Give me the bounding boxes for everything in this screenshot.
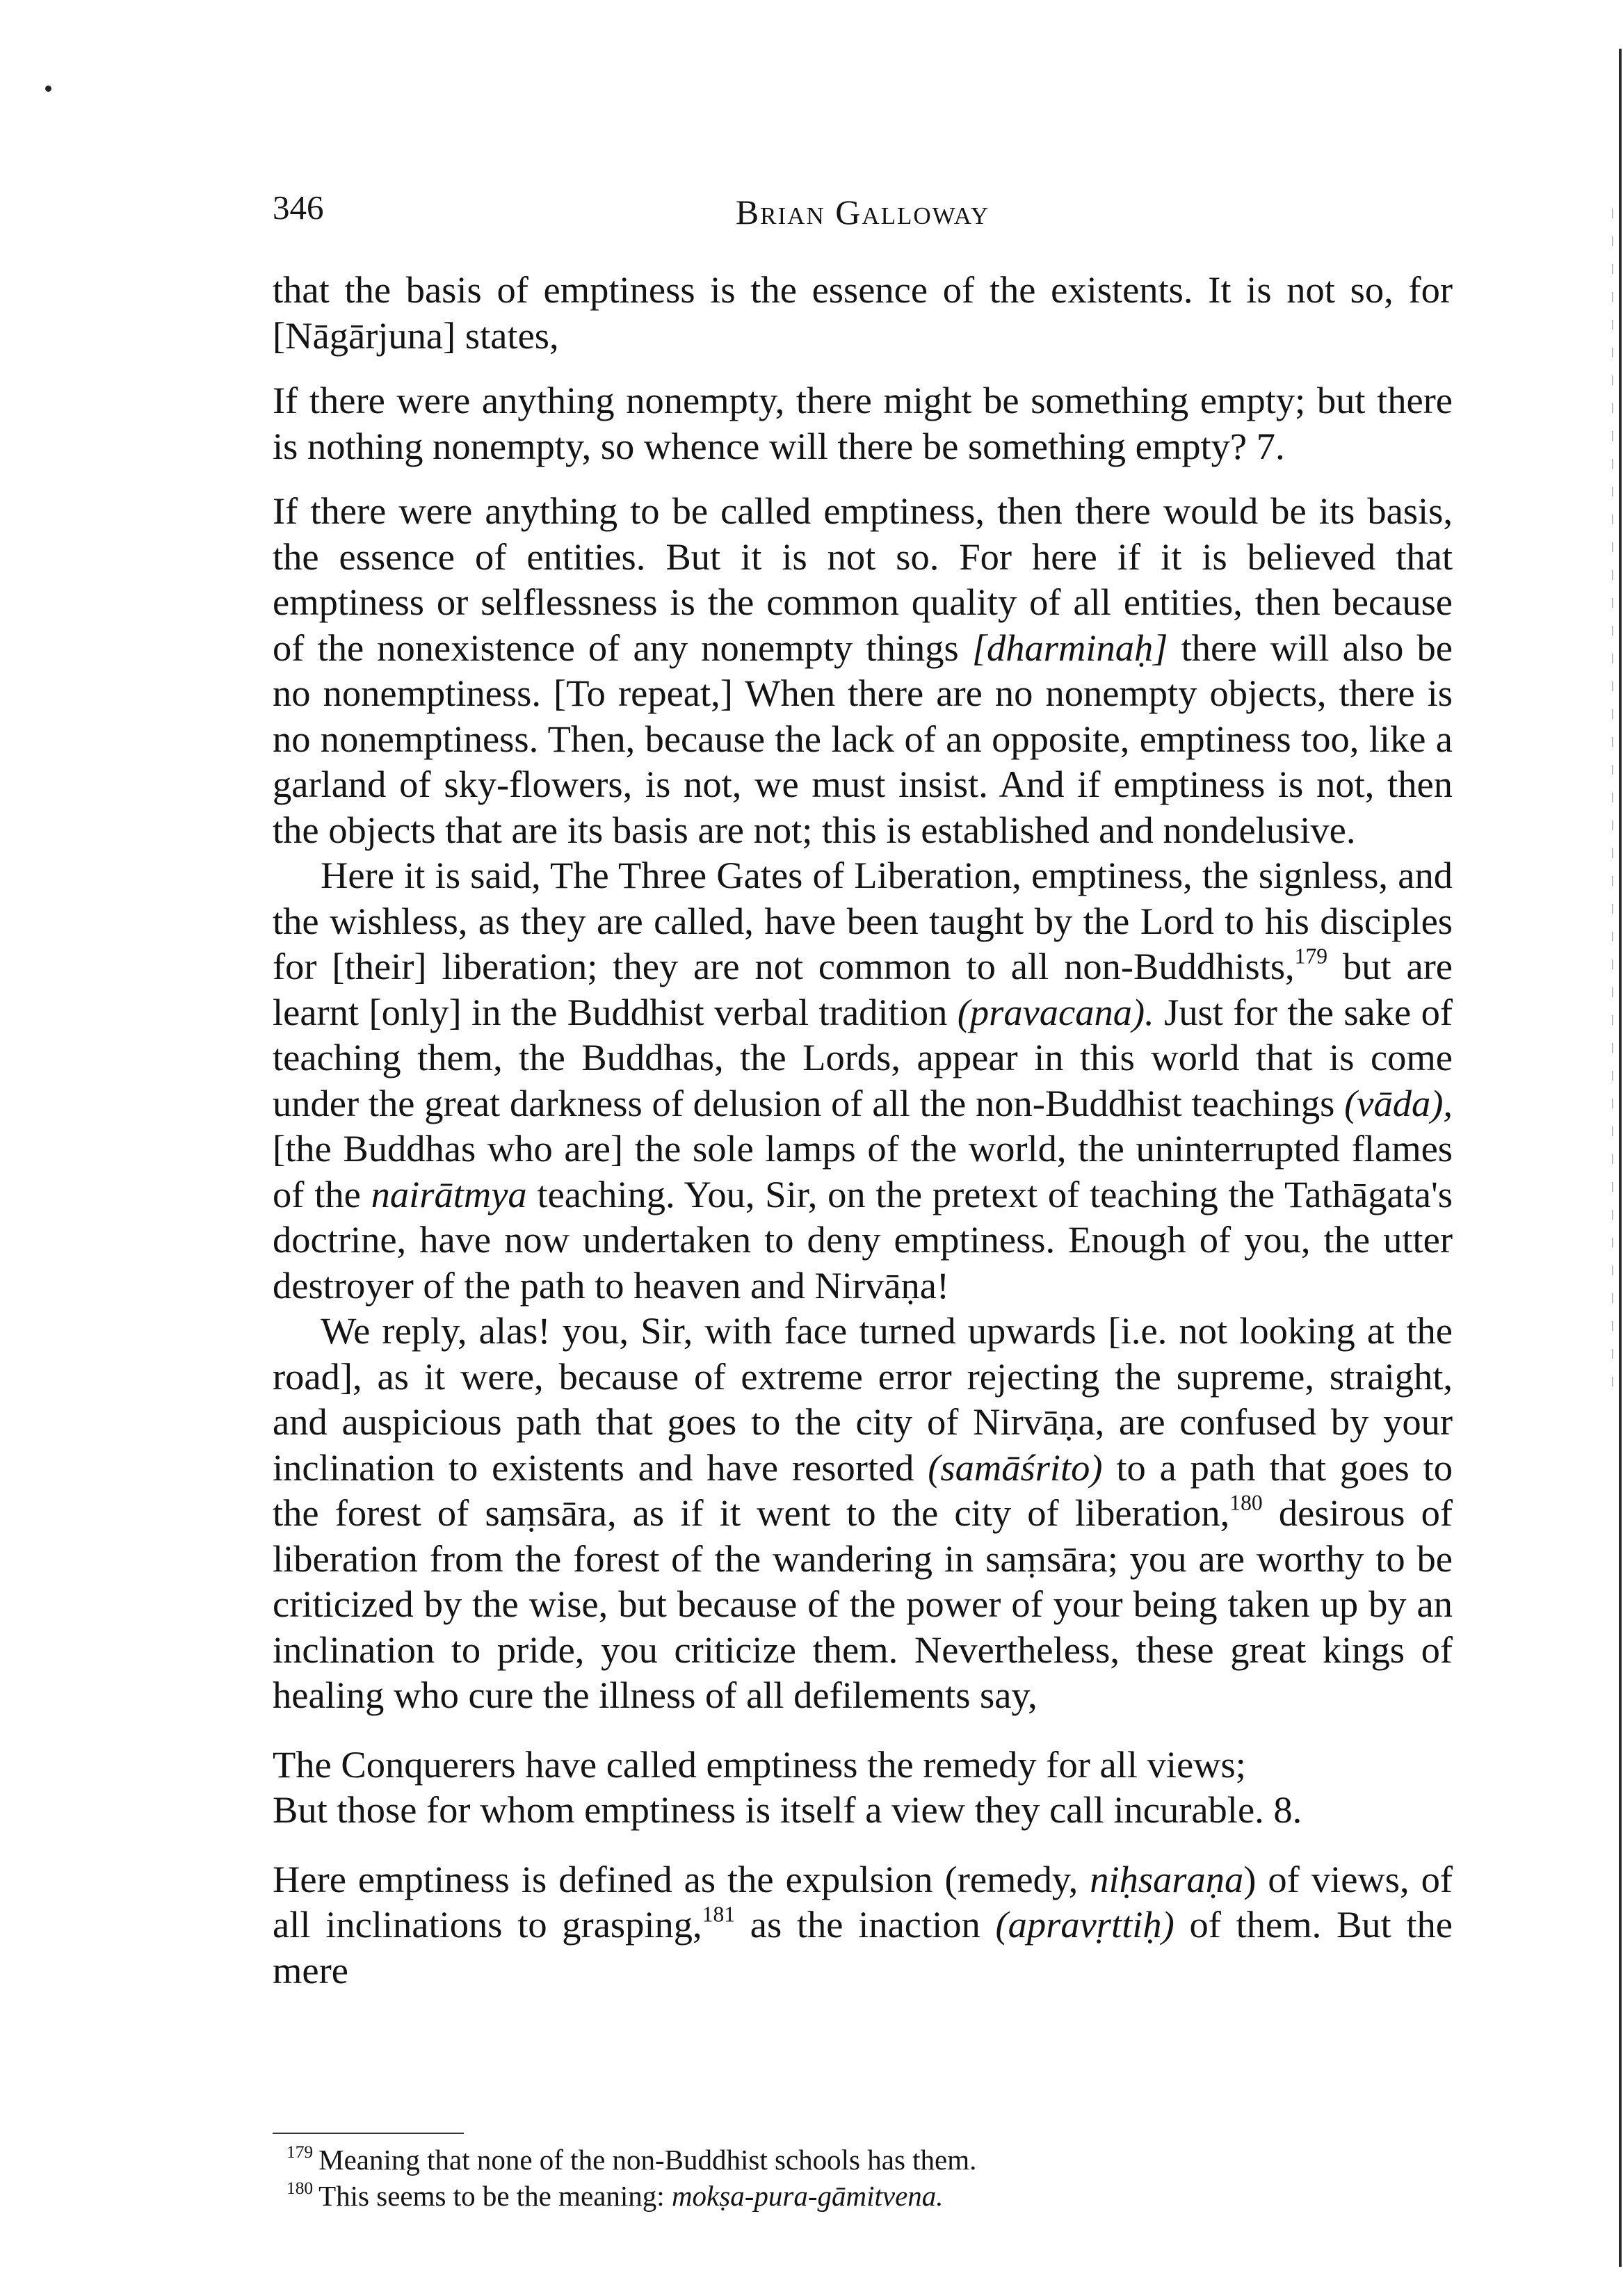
verse-line-2: But those for whom emptiness is itself a view they call incurable. 8. [273, 1788, 1302, 1831]
scan-speck [45, 86, 51, 92]
term-dharminah: [dharminaḥ] [971, 626, 1168, 669]
verse-line-1: The Conquerers have called emptiness the remedy for all views; [273, 1743, 1246, 1786]
term-moksa-pura-gamitvena: mokṣa-pura-gāmitvena. [671, 2180, 944, 2212]
term-nairatmya: nairātmya [371, 1172, 527, 1215]
paragraph-3: Here it is said, The Three Gates of Liberation, emptiness, the signless, and the wishless, as they are called, have been taught by the Lord to his disciples for [their] liberation; they are not common to all non-Buddhists,$^{179}$ but are learnt [only] in the Buddhist verbal tradition (pravacana). Just for the sake of teaching them, the Buddhas, the Lords, appear in this world that is come under the great darkness of delusion of all the non-Buddhist teachings (vāda), [the Buddhas who are] the sole lamps of the world, the uninterrupted flames of the nairātmya teaching. You, Sir, on the pretext of teaching the Tathāgata's doctrine, have now undertaken to deny emptiness. Enough of you, the utter destroyer of the path to heaven and Nirvāṇa! [273, 854, 1453, 1307]
term-nihsarana: niḥsaraṇa [1090, 1857, 1244, 1900]
term-samasrito: (samāśrito) [928, 1446, 1103, 1489]
footnote-ref-181: 181 [702, 1902, 736, 1927]
footnote-rule [273, 2133, 464, 2134]
footnotes [273, 2142, 1453, 2214]
quote-verse-8 [273, 1742, 1453, 1833]
footnote-ref-179: 179 [1294, 944, 1328, 969]
body-text [273, 267, 1453, 1993]
quote-verse-7: If there were anything nonempty, there might be something empty; but there is nothing nonempty, so whence will there be something empty? 7. [273, 379, 1453, 467]
footnote-179: $^{179}$ Meaning that none of the non-Buddhist schools has them. [286, 2142, 977, 2176]
page-number: 346 [273, 188, 324, 227]
running-head: Brian Galloway [735, 193, 990, 232]
term-vada: (vāda), [1344, 1081, 1453, 1124]
page-header [273, 188, 1453, 243]
paragraph-1: that the basis of emptiness is the essence of the existents. It is not so, for [Nāgārjuna] states, [273, 268, 1453, 357]
paragraph-2: If there were anything to be called emptiness, then there would be its basis, the essence of entities. But it is not so. For here if it is believed that emptiness or selflessness is the common quality of all entities, then because of the nonexistence of any nonempty things [dharminaḥ] there will also be no nonemptiness. [To repeat,] When there are no nonempty objects, there is no nonemptiness. Then, because the lack of an opposite, emptiness too, like a garland of sky-flowers, is not, we must insist. And if emptiness is not, then the objects that are its basis are not; this is established and nondelusive. [273, 490, 1453, 851]
term-apravrttih: (apravṛttiḥ) [995, 1903, 1174, 1946]
paragraph-4: We reply, alas! you, Sir, with face turned upwards [i.e. not looking at the road], as it were, because of extreme error rejecting the supreme, straight, and auspicious path that goes to the city of Nirvāṇa, are confused by your inclination to existents and have resorted (samāśrito) to a path that goes to the forest of saṃsāra, as if it went to the city of liberation,$^{180}$ desirous of liberation from the forest of the wandering in saṃsāra; you are worthy to be criticized by the wise, but because of the power of your being taken up by an inclination to pride, you criticize them. Nevertheless, these great kings of healing who cure the illness of all defilements say, [273, 1309, 1453, 1716]
scan-edge-line [1619, 49, 1622, 2267]
footnote-180: $^{180}$ This seems to be the meaning: mokṣa-pura-gāmitvena. [286, 2178, 944, 2212]
paragraph-5: Here emptiness is defined as the expulsion (remedy, niḥsaraṇa) of views, of all inclinations to grasping,$^{181}$ as the inaction (apravṛttiḥ) of them. But the mere [273, 1857, 1453, 1991]
term-pravacana: (pravacana). [957, 990, 1154, 1033]
footnote-ref-180: 180 [1229, 1490, 1263, 1515]
scan-edge-dashes [1612, 209, 1613, 1391]
